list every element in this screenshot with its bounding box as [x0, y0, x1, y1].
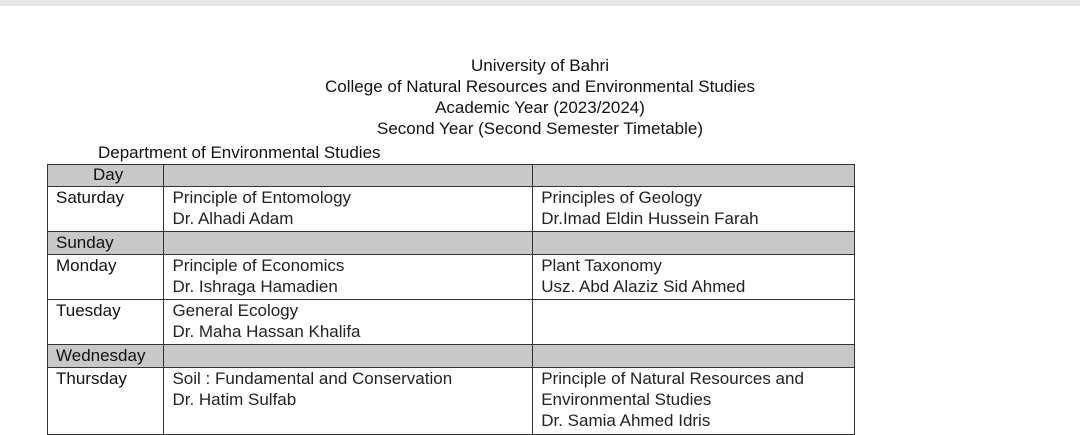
top-bar: [0, 0, 1080, 6]
course-name: General Ecology: [172, 301, 299, 320]
day-sunday: Sunday: [48, 232, 164, 255]
session-cell: [164, 187, 533, 232]
day-header: Day: [48, 165, 164, 187]
lecturer-name: Dr.Imad Eldin Hussein Farah: [541, 209, 759, 228]
lecturer-name: Dr. Ishraga Hamadien: [172, 277, 338, 296]
timetable: [47, 164, 855, 435]
lecturer-name: Dr. Samia Ahmed Idris: [541, 411, 711, 430]
course-name: Principle of Natural Resources and: [541, 369, 804, 388]
session-cell: [533, 255, 855, 300]
session-cell: [164, 368, 533, 435]
session-cell: [533, 300, 855, 345]
session-cell: [533, 232, 855, 255]
course-name: Soil : Fundamental and Conservation: [172, 369, 453, 388]
course-name: Plant Taxonomy: [541, 256, 662, 275]
timetable-title: Second Year (Second Semester Timetable): [376, 119, 704, 138]
session-cell: [164, 345, 533, 368]
day-tuesday: Tuesday: [48, 300, 164, 345]
table-row: [48, 232, 855, 255]
department-name: Department of Environmental Studies: [98, 143, 381, 162]
session-cell: [533, 368, 855, 435]
table-row: [48, 345, 855, 368]
day-monday: Monday: [48, 255, 164, 300]
table-row: [48, 255, 855, 300]
session-cell: [164, 300, 533, 345]
course-name: Principles of Geology: [541, 188, 702, 207]
header-cell: [533, 165, 855, 187]
day-saturday: Saturday: [48, 187, 164, 232]
table-row: [48, 300, 855, 345]
table-header-row: [48, 165, 855, 187]
course-name: Principle of Entomology: [172, 188, 352, 207]
academic-year: Academic Year (2023/2024): [435, 98, 645, 117]
session-cell: [164, 255, 533, 300]
course-name: Principle of Economics: [172, 256, 345, 275]
lecturer-name: Dr. Hatim Sulfab: [172, 390, 297, 409]
college-name: College of Natural Resources and Environmental Studies: [325, 77, 755, 96]
header-cell: [164, 165, 533, 187]
day-thursday: Thursday: [48, 368, 164, 435]
day-wednesday: Wednesday: [48, 345, 164, 368]
session-cell: [533, 345, 855, 368]
university-name: University of Bahri: [471, 56, 609, 75]
lecturer-name: Usz. Abd Alaziz Sid Ahmed: [541, 277, 746, 296]
course-name: Environmental Studies: [541, 390, 712, 409]
lecturer-name: Dr. Maha Hassan Khalifa: [172, 322, 361, 341]
table-row: [48, 187, 855, 232]
document-header: [0, 55, 1080, 139]
lecturer-name: Dr. Alhadi Adam: [172, 209, 294, 228]
session-cell: [533, 187, 855, 232]
table-row: [48, 368, 855, 435]
session-cell: [164, 232, 533, 255]
